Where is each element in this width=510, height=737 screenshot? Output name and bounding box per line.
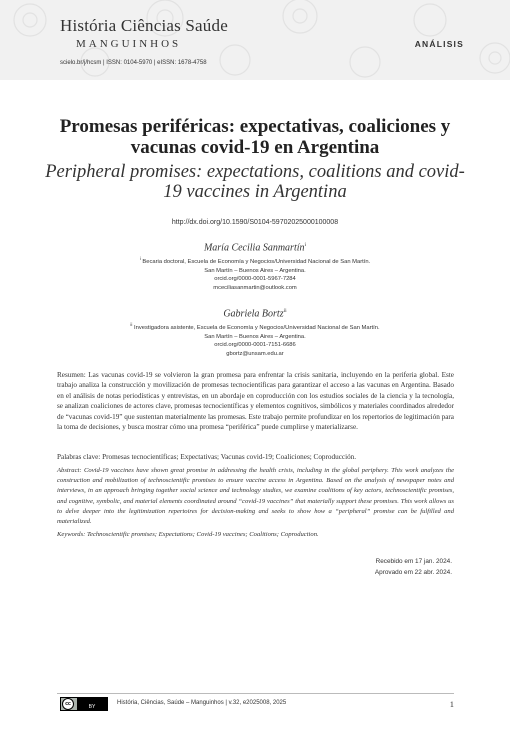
author-orcid[interactable]: orcid.org/0000-0001-5967-7284: [214, 276, 296, 283]
footer-citation: História, Ciências, Saúde – Manguinhos | v.32, e2025008, 2025: [117, 700, 287, 706]
journal-subtitle: MANGUINHOS: [76, 38, 182, 50]
author-block-2: [40, 308, 470, 358]
page-number: 1: [449, 699, 454, 709]
submission-dates: [375, 557, 452, 578]
doi-link[interactable]: http://dx.doi.org/10.1590/S0104-59702025000100008: [171, 219, 339, 226]
by-icon: BY: [77, 698, 107, 710]
received-date: Recebido em 17 jan. 2024.: [375, 558, 452, 565]
author-location: San Martín – Buenos Aires – Argentina.: [204, 267, 306, 274]
keywords-line: Keywords: Technoscientific promises; Expectations; Covid-19 vaccines; Coalitions; Coproduction.: [57, 531, 319, 538]
title-spanish: Promesas periféricas: expectativas, coaliciones y vacunas covid-19 en Argentina: [59, 116, 451, 158]
resumen-paragraph: Resumen: Las vacunas covid-19 se volvieron la gran promesa para enfrentar la crisis sanitaria, incluyendo en la periferia global. Este trabajo analiza la construcción y movilización de promesas tecnocientíficas para garantizar el acceso a las vacunas en Argentina. Basado en el análisis de notas periodísticas y entrevistas, en un abordaje en coproducción con los estudios sociales de la ciencia y la tecnología, se analizan coaliciones de actores clave, promesas tecnocientíficas y elementos cognitivos, simbólicos y materiales coordinados alrededor de “vacunas covid-19” que sustentan materialmente las promesas. Este trabajo permite profundizar en los repertorios de legitimación para la toma de decisiones, y busca mostrar cómo una promesa “periférica” puede cumplirse y materializarse.: [57, 371, 454, 432]
title-english: Peripheral promises: expectations, coalitions and covid-19 vaccines in Argentina: [45, 162, 465, 202]
author-name: María Cecilia Sanmartín$^i$: [203, 242, 307, 254]
author-affiliation: $^{ii}$ Investigadora asistente, Escuela de Economía y Negocios/Universidad Nacional de San Martín. San Martín – Buenos Aires – Argentina. orcid.org/0000-0001-7151-6686 gbortz@unsam.edu.ar: [40, 321, 470, 358]
footer-divider: [57, 693, 454, 694]
journal-header: [0, 0, 510, 80]
author-orcid[interactable]: orcid.org/0000-0001-7151-6686: [214, 342, 296, 349]
cc-license-badge[interactable]: [60, 697, 108, 711]
author-email[interactable]: gbortz@unsam.edu.ar: [226, 350, 284, 357]
journal-title: História Ciências Saúde: [60, 16, 228, 35]
section-tag: ANÁLISIS: [414, 39, 464, 49]
author-name: Gabriela Bortz$^{ii}$: [223, 308, 287, 320]
palabras-clave: Palabras clave: Promesas tecnocientíficas; Expectativas; Vacunas covid-19; Coaliciones; Coproducción.: [57, 453, 357, 461]
approved-date: Aprovado em 22 abr. 2024.: [374, 568, 452, 576]
abstract-paragraph: Abstract: Covid-19 vaccines have shown great promise in addressing the health crisis, including in the global periphery. This work analyzes the construction and mobilization of technoscientific promises to ensure vaccine access in Argentina. Based on the analysis of newspaper notes and interviews, in an approach bringing together social science and technology studies, we examine coalitions of key actors, technoscientific promises, and cognitive, symbolic, and material elements coordinated around “covid-19 vaccines” that materially support these promises. This work allows us to delve deeper into the legitimization repertoires for decision-making and seeks to show how a “peripheral” promise can be fulfilled and materialized.: [57, 467, 454, 526]
author-location: San Martín – Buenos Aires – Argentina.: [204, 333, 306, 340]
author-email[interactable]: mceciliasanmartin@outlook.com: [213, 284, 297, 291]
author-block-1: [40, 242, 470, 292]
journal-logo[interactable]: [60, 16, 228, 50]
cc-icon: cc: [62, 698, 74, 710]
issn-line[interactable]: scielo.br/j/hcsm | ISSN: 0104-5970 | eISSN: 1678-4758: [60, 60, 207, 66]
author-affiliation: $^i$ Becaria doctoral, Escuela de Economía y Negocios/Universidad Nacional de San Martín. San Martín – Buenos Aires – Argentina. orcid.org/0000-0001-5967-7284 mceciliasanmartin@outlook.com: [40, 255, 470, 292]
